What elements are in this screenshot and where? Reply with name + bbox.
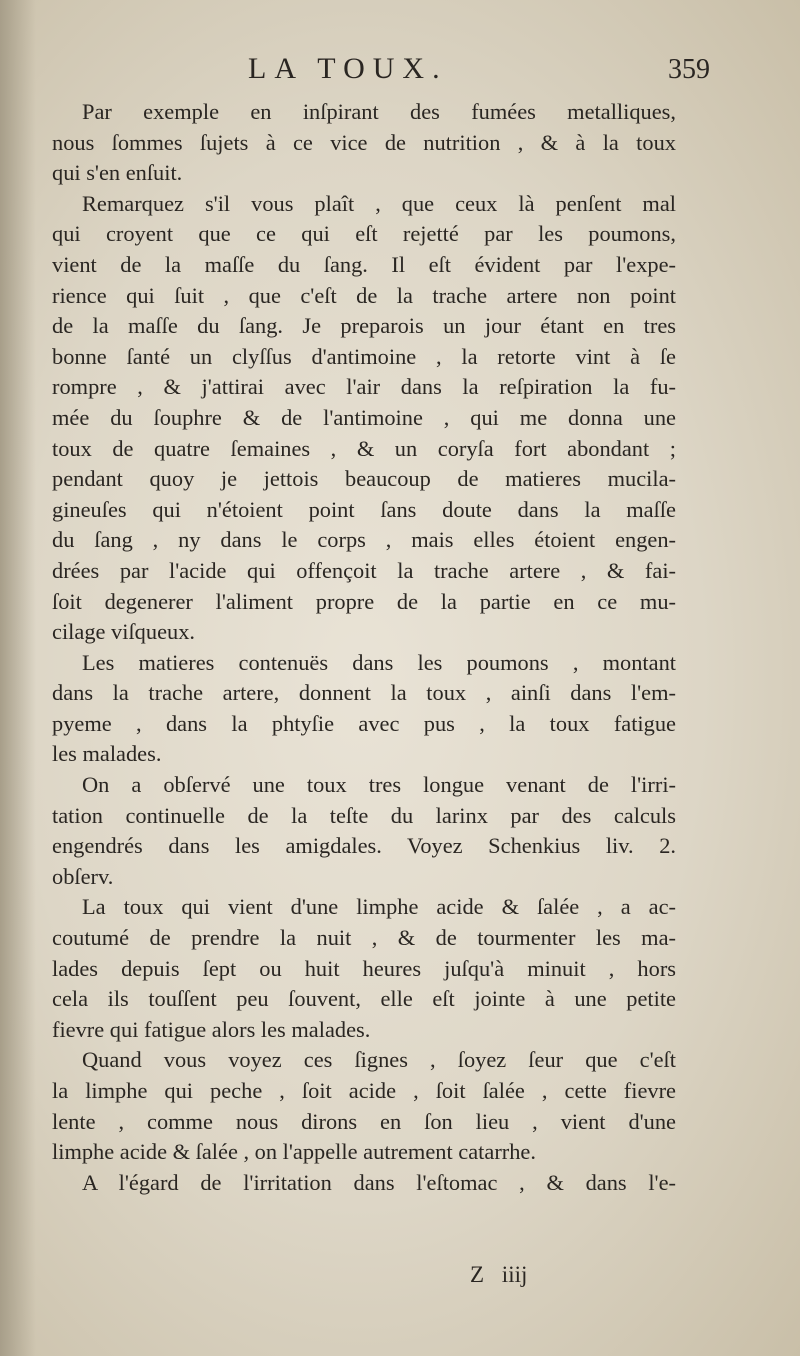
page-number: 359 (668, 54, 710, 85)
text-line: cela ils touſſent peu ſouvent, elle eſt jointe à une petite (52, 986, 676, 1012)
text-line: drées par l'acide qui offençoit la trache artere , & fai- (52, 557, 676, 583)
text-line: La toux qui vient d'une limphe acide & ſalée , a ac- (82, 894, 676, 920)
text-line: rompre , & j'attirai avec l'air dans la reſpiration la fu- (52, 374, 676, 400)
text-line: les malades. (52, 741, 162, 767)
binding-gutter-shadow (0, 0, 36, 1356)
text-line: vient de la maſſe du ſang. Il eſt évident par l'expe- (52, 251, 676, 277)
text-line: A l'égard de l'irritation dans l'eſtomac , & dans l'e- (82, 1169, 676, 1195)
text-line: coutumé de prendre la nuit , & de tourmenter les ma- (52, 925, 676, 951)
text-line: Remarquez s'il vous plaît , que ceux là penſent mal (82, 190, 676, 216)
running-head (48, 52, 710, 96)
signature-mark: Z iiij (470, 1262, 528, 1287)
text-line: de la maſſe du ſang. Je preparois un jour étant en tres (52, 313, 676, 339)
text-line: toux de quatre ſemaines , & un coryſa fort abondant ; (52, 435, 676, 461)
text-line: bonne ſanté un clyſſus d'antimoine , la retorte vint à ſe (52, 343, 676, 369)
text-line: Quand vous voyez ces ſignes , ſoyez ſeur que c'eſt (82, 1047, 676, 1073)
text-line: lades depuis ſept ou huit heures juſqu'à minuit , hors (52, 955, 676, 981)
text-line: cilage viſqueux. (52, 619, 196, 645)
text-line: nous ſommes ſujets à ce vice de nutrition , & à la toux (52, 129, 676, 155)
text-line: mée du ſouphre & de l'antimoine , qui me donna une (52, 404, 676, 430)
text-line: rience qui ſuit , que c'eſt de la trache artere non point (52, 282, 676, 308)
text-line: qui croyent que ce qui eſt rejetté par les poumons, (52, 221, 676, 247)
text-line: pyeme , dans la phtyſie avec pus , la toux fatigue (52, 710, 676, 736)
text-line: lente , comme nous dirons en ſon lieu , vient d'une (52, 1108, 676, 1134)
running-head-title: LA TOUX. (248, 52, 448, 85)
text-line: fievre qui fatigue alors les malades. (52, 1016, 371, 1042)
text-line: Les matieres contenuës dans les poumons , montant (82, 649, 676, 675)
text-line: engendrés dans les amigdales. Voyez Schenkius liv. 2. (52, 833, 676, 859)
text-line: gineuſes qui n'étoient point ſans doute dans la maſſe (52, 496, 676, 522)
text-line: Par exemple en inſpirant des fumées metalliques, (82, 99, 676, 124)
text-line: limphe acide & ſalée , on l'appelle autrement catarrhe. (52, 1139, 536, 1165)
text-line: On a obſervé une toux tres longue venant de l'irri- (82, 772, 676, 798)
text-line: pendant quoy je jettois beaucoup de matieres mucila- (52, 466, 676, 492)
text-line: la limphe qui peche , ſoit acide , ſoit ſalée , cette fievre (52, 1078, 676, 1103)
text-line: obſerv. (52, 863, 114, 889)
body-text (52, 97, 676, 1198)
text-line: dans la trache artere, donnent la toux , ainſi dans l'em- (52, 680, 676, 706)
text-line: du ſang , ny dans le corps , mais elles étoient engen- (52, 527, 676, 553)
text-line: qui s'en enſuit. (52, 160, 183, 186)
text-line: ſoit degenerer l'aliment propre de la partie en ce mu- (52, 588, 676, 614)
text-line: tation continuelle de la teſte du larinx par des calculs (52, 802, 676, 828)
